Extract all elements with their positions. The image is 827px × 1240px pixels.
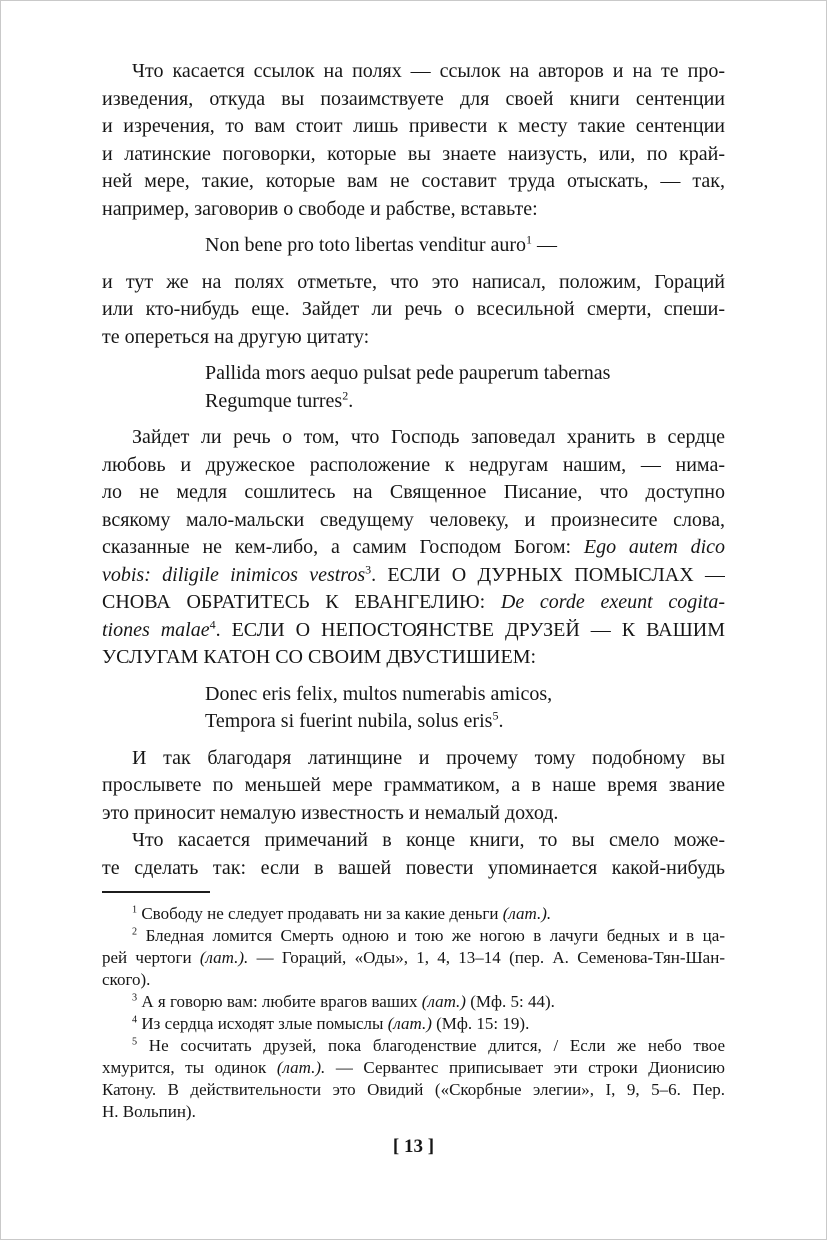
text-line: любовь и дружеское расположение к недругам нашим, — нима- xyxy=(102,453,725,476)
text-line: всякому мало-мальски сведущему человеку, и произнесите слова, xyxy=(102,508,725,531)
latin-quote-1 xyxy=(205,232,725,260)
text-line: ло не медля сошлитесь на Священное Писание, что доступно xyxy=(102,481,725,503)
text-line: ней мере, такие, которые вам не составит труда отыскать, — так, xyxy=(102,170,725,192)
text-line: и латинские поговорки, которые вы знаете наизусть, или, по край- xyxy=(102,142,725,165)
latin-quote-2 xyxy=(205,360,725,415)
page-number: [ 13 ] xyxy=(392,1136,435,1157)
footnote-2 xyxy=(102,925,725,991)
footnote-line: Н. Вольпин). xyxy=(102,1102,196,1121)
paragraph-1 xyxy=(102,58,725,223)
paragraph-2 xyxy=(102,269,725,352)
quote-line: Regumque turres$^2$. xyxy=(205,387,354,412)
paragraph-4 xyxy=(102,745,725,828)
text-line: Что касается примечаний в конце книги, то вы смело може- xyxy=(132,829,725,851)
latin-quote-3 xyxy=(205,681,725,736)
text-line: или кто-нибудь еще. Зайдет ли речь о всесильной смерти, спеши- xyxy=(102,298,725,320)
text-line: СНОВА ОБРАТИТЕСЬ К ЕВАНГЕЛИЮ: De corde exeunt cogita- xyxy=(102,591,725,613)
footnote-1 xyxy=(102,903,725,925)
text-line: Зайдет ли речь о том, что Господь заповедал хранить в сердце xyxy=(132,426,725,448)
footnote-line: рей чертоги (лат.). — Гораций, «Оды», 1, 4, 13–14 (пер. А. Семенова-Тян-Шан- xyxy=(102,948,725,967)
text-line: и тут же на полях отметьте, что это написал, положим, Гораций xyxy=(102,270,725,293)
text-line: изведения, откуда вы позаимствуете для своей книги сентенции xyxy=(102,87,725,110)
text-line: те опереться на другую цитату: xyxy=(102,325,370,348)
text-line: сказанные не кем-либо, а самим Господом Богом: Ego autem dico xyxy=(102,536,725,558)
paragraph-3 xyxy=(102,424,725,672)
text-line: например, заговорив о свободе и рабстве, вставьте: xyxy=(102,197,538,220)
text-line: это приносит немалую известность и немалый доход. xyxy=(102,801,559,824)
quote-line: Non bene pro toto libertas venditur auro$^1$ — xyxy=(205,232,558,256)
footnote-line: хмурится, ты одинок (лат.). — Сервантес приписывает эти строки Дионисию xyxy=(102,1058,725,1077)
text-line: те сделать так: если в вашей повести упоминается какой-нибудь xyxy=(102,856,725,879)
footnote-5 xyxy=(102,1035,725,1123)
footnote-line: $^2$ Бледная ломится Смерть одною и тою же ногою в лачуги бедных и в ца- xyxy=(132,926,725,945)
footnote-line: $^3$ А я говорю вам: любите врагов ваших (лат.) (Мф. 5: 44). xyxy=(132,992,555,1011)
text-line: и изречения, то вам стоит лишь привести к месту такие сентенции xyxy=(102,115,725,137)
quote-line: Tempora si fuerint nubila, solus eris$^5$. xyxy=(205,708,504,732)
paragraph-5 xyxy=(102,827,725,882)
footnote-3 xyxy=(102,991,725,1013)
text-line: И так благодаря латинщине и прочему тому подобному вы xyxy=(132,746,725,769)
footnote-line: $^5$ Не сосчитать друзей, пока благоденствие длится, / Если же небо твое xyxy=(132,1036,725,1055)
quote-line: Pallida mors aequo pulsat pede pauperum tabernas xyxy=(205,362,611,384)
footnote-line: $^1$ Свободу не следует продавать ни за какие деньги (лат.). xyxy=(132,904,552,923)
text-line: УСЛУГАМ КАТОН СО СВОИМ ДВУСТИШИЕМ: xyxy=(102,646,537,668)
text-line: vobis: diligile inimicos vestros$^3$. ЕСЛИ О ДУРНЫХ ПОМЫСЛАХ — xyxy=(102,561,725,586)
footnote-line: Катону. В действительности это Овидий («Скорбные элегии», I, 9, 5–6. Пер. xyxy=(102,1080,725,1099)
text-line: tiones malae$^4$. ЕСЛИ О НЕПОСТОЯНСТВЕ ДРУЗЕЙ — К ВАШИМ xyxy=(102,616,725,641)
footnotes xyxy=(102,903,725,1123)
footnote-line: ского). xyxy=(102,970,151,989)
footnote-4 xyxy=(102,1013,725,1035)
quote-line: Donec eris felix, multos numerabis amicos, xyxy=(205,682,553,705)
text-line: Что касается ссылок на полях — ссылок на авторов и на те про- xyxy=(132,60,725,82)
footnote-line: $^4$ Из сердца исходят злые помыслы (лат.) (Мф. 15: 19). xyxy=(132,1014,530,1033)
footnote-divider xyxy=(102,891,210,893)
text-line: прослывете по меньшей мере грамматиком, а в наше время звание xyxy=(102,774,725,796)
